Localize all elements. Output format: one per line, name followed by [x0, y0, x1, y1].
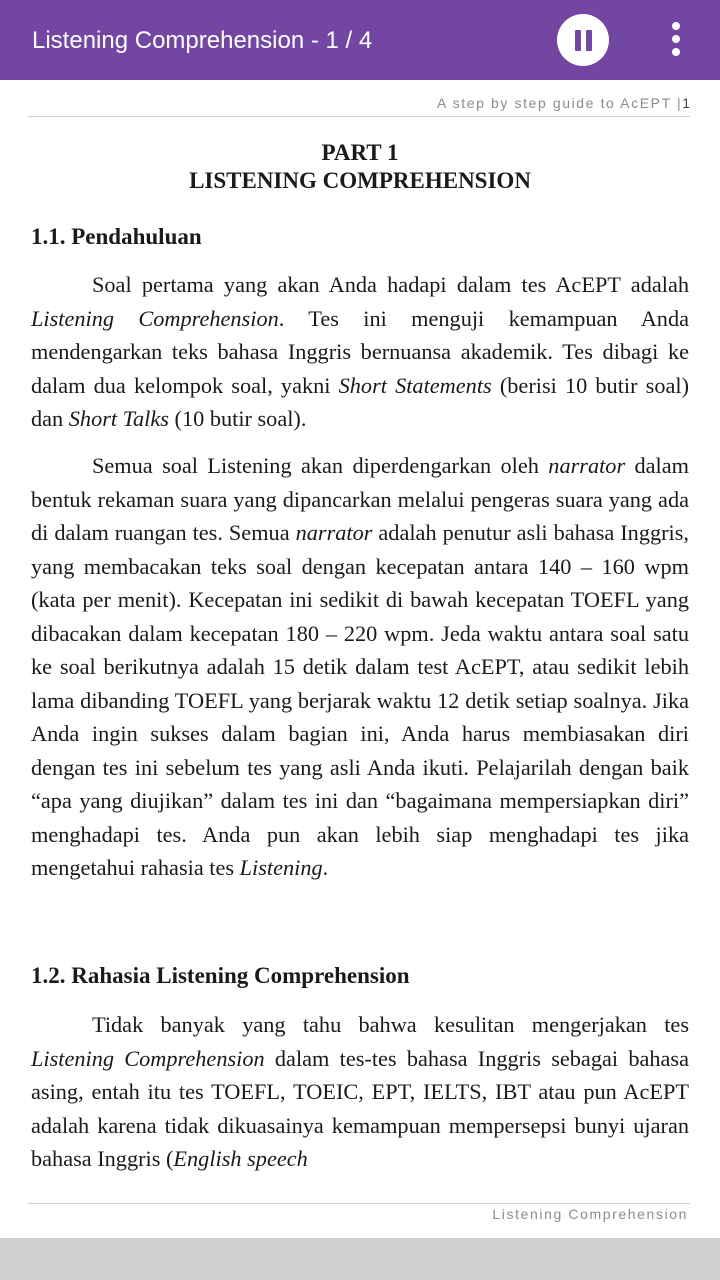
app-bar	[0, 0, 720, 80]
document-page[interactable]	[0, 80, 720, 1238]
running-footer: Listening Comprehension	[492, 1206, 688, 1222]
paragraph-1: Soal pertama yang akan Anda hadapi dalam tes AcEPT adalah Listening Comprehension. Tes ini menguji kemampuan Anda mendengarkan teks bahasa Inggris bernuansa akademik. Tes dibagi ke dalam dua kelompok soal, yakni Short Statements (berisi 10 butir soal) dan Short Talks (10 butir soal).	[31, 272, 690, 431]
paragraph-3: Tidak banyak yang tahu bahwa kesulitan mengerjakan tes Listening Comprehension dalam tes-tes bahasa Inggris sebagai bahasa asing, entah itu tes TOEFL, TOEIC, EPT, IELTS, IBT atau pun AcEPT adalah karena tidak dikuasainya kemampuan mempersepsi bunyi ujaran bahasa Inggris (English speech	[31, 1012, 689, 1171]
pause-button[interactable]	[557, 14, 609, 66]
running-header: A step by step guide to AcEPT |1	[436, 95, 690, 111]
viewer-background	[0, 1238, 720, 1280]
header-rule	[28, 116, 690, 117]
page-number: 1	[682, 95, 690, 111]
section-heading-pendahuluan: 1.1. Pendahuluan	[31, 224, 202, 249]
part-subtitle: LISTENING COMPREHENSION	[189, 168, 531, 193]
app-bar-title: Listening Comprehension - 1 / 4	[32, 27, 373, 54]
footer-rule	[28, 1203, 690, 1204]
overflow-menu-button[interactable]	[660, 18, 692, 62]
part-title: PART 1	[321, 140, 399, 165]
running-header-text: A step by step guide to AcEPT	[436, 95, 672, 111]
paragraph-2: Semua soal Listening akan diperdengarkan oleh narrator dalam bentuk rekaman suara yang dipancarkan melalui pengeras suara yang ada di dalam ruangan tes. Semua narrator adalah penutur asli bahasa Inggris, yang membacakan teks soal dengan kecepatan antara 140 – 160 wpm (kata per menit). Kecepatan ini sedikit di bawah kecepatan TOEFL yang dibacakan dalam kecepatan 180 – 220 wpm. Jeda waktu antara soal satu ke soal berikutnya adalah 15 detik dalam test AcEPT, atau sedikit lebih lama dibanding TOEFL yang berjarak waktu 12 detik setiap soalnya. Jika Anda ingin sukses dalam bagian ini, Anda harus membiasakan diri dengan tes ini sebelum tes yang asli Anda ikuti. Pelajarilah dengan baik “apa yang diujikan” dalam tes ini dan “bagaimana mempersiapkan diri” menghadapi tes. Anda pun akan lebih siap menghadapi tes jika mengetahui rahasia tes Listening.	[31, 453, 689, 880]
section-heading-rahasia: 1.2. Rahasia Listening Comprehension	[31, 963, 410, 988]
